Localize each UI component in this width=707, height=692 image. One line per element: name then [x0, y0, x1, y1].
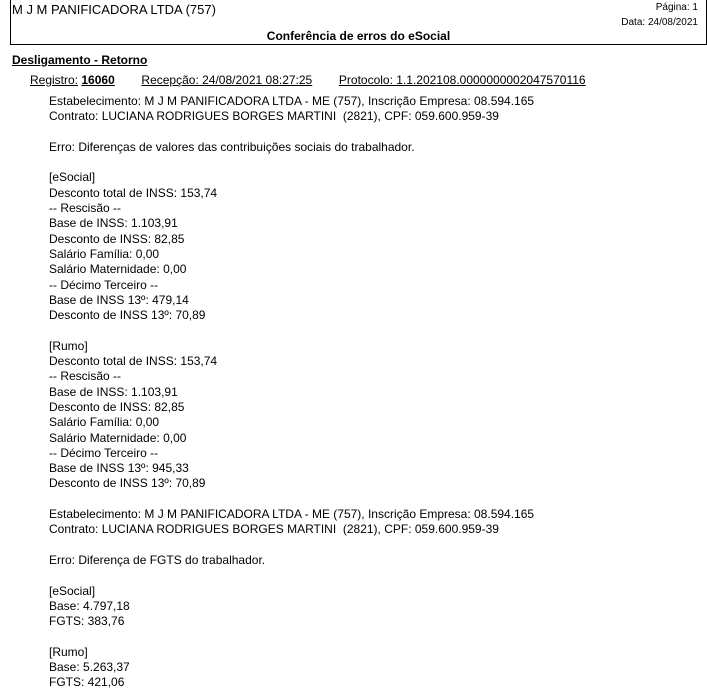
section-title-text: Desligamento - Retorno	[12, 53, 148, 67]
report-header	[10, 0, 707, 45]
rumo-line: Desconto total de INSS: 153,74	[49, 354, 218, 369]
esocial-line: [eSocial]	[49, 170, 96, 185]
esocial-line: Salário Maternidade: 0,00	[49, 262, 187, 277]
contrato-line: Contrato: LUCIANA RODRIGUES BORGES MARTINI (2821), CPF: 059.600.959-39	[49, 522, 499, 537]
report-body	[49, 94, 534, 691]
rumo-line: Salário Maternidade: 0,00	[49, 430, 187, 445]
esocial-line: Base de INSS 13º: 479,14	[49, 292, 189, 307]
rumo-line: Base de INSS: 1.103,91	[49, 384, 178, 399]
rumo-line: Desconto de INSS 13º: 70,89	[49, 476, 206, 491]
esocial-line: Base: 4.797,18	[49, 598, 130, 613]
contrato-line: Contrato: LUCIANA RODRIGUES BORGES MARTINI (2821), CPF: 059.600.959-39	[49, 109, 499, 124]
rumo-line: Base de INSS 13º: 945,33	[49, 461, 189, 476]
rumo-line: Base: 5.263,37	[49, 659, 130, 674]
section-title	[12, 53, 147, 67]
esocial-line: Desconto total de INSS: 153,74	[49, 185, 218, 200]
esocial-line: -- Décimo Terceiro --	[49, 277, 159, 292]
rumo-line: [Rumo]	[49, 338, 88, 353]
rumo-line: FGTS: 421,06	[49, 675, 125, 690]
esocial-line: Salário Família: 0,00	[49, 246, 160, 261]
esocial-line: Desconto de INSS: 82,85	[49, 231, 185, 246]
esocial-line: FGTS: 383,76	[49, 614, 125, 629]
page-number: Página: 1	[655, 2, 698, 13]
rumo-line: -- Rescisão --	[49, 369, 122, 384]
estabelecimento-line: Estabelecimento: M J M PANIFICADORA LTDA - ME (757), Inscrição Empresa: 08.594.165	[49, 94, 535, 108]
erro-line: Erro: Diferença de FGTS do trabalhador.	[49, 552, 266, 567]
registro-value: 16060	[81, 73, 115, 87]
estabelecimento-line: Estabelecimento: M J M PANIFICADORA LTDA - ME (757), Inscrição Empresa: 08.594.165	[49, 507, 535, 522]
esocial-line: [eSocial]	[49, 583, 96, 598]
company-name: M J M PANIFICADORA LTDA (757)	[12, 2, 216, 17]
erro-line: Erro: Diferenças de valores das contribuições sociais do trabalhador.	[49, 139, 415, 154]
protocolo: Protocolo: 1.1.202108.0000000002047570116	[338, 73, 586, 87]
recepcao: Recepção: 24/08/2021 08:27:25	[141, 73, 313, 87]
rumo-line: -- Décimo Terceiro --	[49, 445, 159, 460]
registro-label: Registro:	[30, 73, 79, 87]
record-line	[30, 73, 586, 87]
esocial-line: Base de INSS: 1.103,91	[49, 216, 178, 231]
esocial-line: -- Rescisão --	[49, 201, 122, 216]
rumo-line: Desconto de INSS: 82,85	[49, 399, 185, 414]
rumo-line: [Rumo]	[49, 644, 88, 659]
esocial-line: Desconto de INSS 13º: 70,89	[49, 308, 206, 323]
report-date: Data: 24/08/2021	[621, 17, 698, 28]
report-title: Conferência de erros do eSocial	[266, 29, 451, 43]
rumo-line: Salário Família: 0,00	[49, 415, 160, 430]
